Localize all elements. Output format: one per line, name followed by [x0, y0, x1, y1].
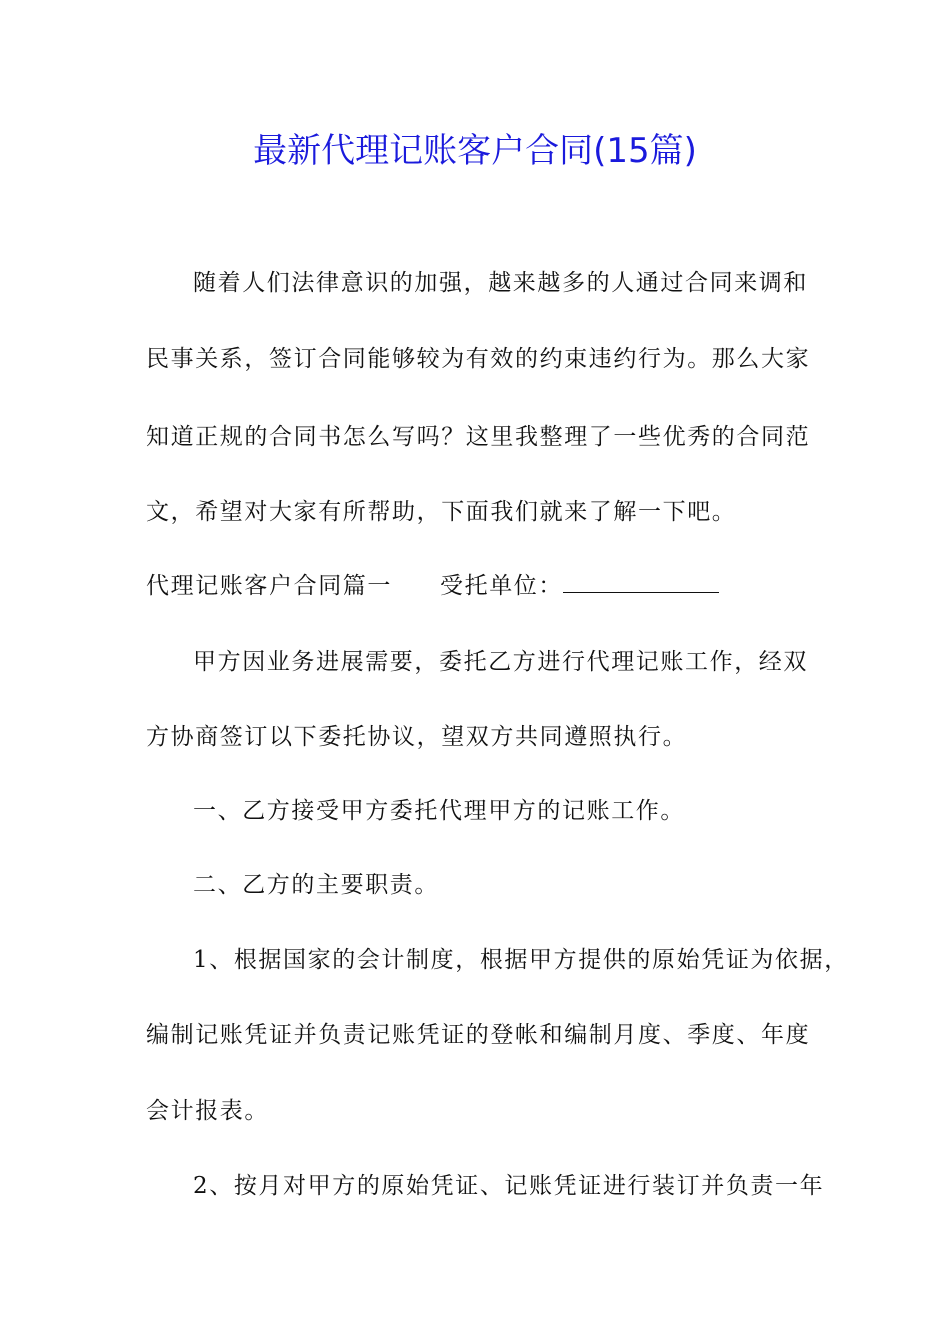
field-label-trustee: 受托单位： — [440, 573, 563, 599]
paragraph-line: 会计报表。 — [146, 1098, 269, 1124]
paragraph-line: 民事关系，签订合同能够较为有效的约束违约行为。那么大家 — [146, 346, 811, 372]
paragraph-line: 知道正规的合同书怎么写吗？这里我整理了一些优秀的合同范 — [146, 424, 811, 450]
paragraph-line: 文，希望对大家有所帮助，下面我们就来了解一下吧。 — [146, 499, 737, 525]
paragraph-line: 随着人们法律意识的加强，越来越多的人通过合同来调和 — [193, 270, 808, 296]
clause-line: 二、乙方的主要职责。 — [193, 872, 439, 898]
paragraph-line: 甲方因业务进展需要，委托乙方进行代理记账工作，经双 — [193, 649, 808, 675]
paragraph-line: 编制记账凭证并负责记账凭证的登帐和编制月度、季度、年度 — [146, 1022, 811, 1048]
clause-line: 2、按月对甲方的原始凭证、记账凭证进行装订并负责一年 — [193, 1173, 825, 1199]
clause-line: 一、乙方接受甲方委托代理甲方的记账工作。 — [193, 798, 685, 824]
fill-in-blank — [563, 574, 719, 593]
document-title: 最新代理记账客户合同(15篇) — [253, 131, 697, 171]
paragraph-line: 方协商签订以下委托协议，望双方共同遵照执行。 — [146, 724, 688, 750]
section-heading-line — [146, 571, 719, 601]
clause-line: 1、根据国家的会计制度，根据甲方提供的原始凭证为依据， — [193, 947, 849, 973]
section-heading: 代理记账客户合同篇一 — [146, 573, 392, 599]
